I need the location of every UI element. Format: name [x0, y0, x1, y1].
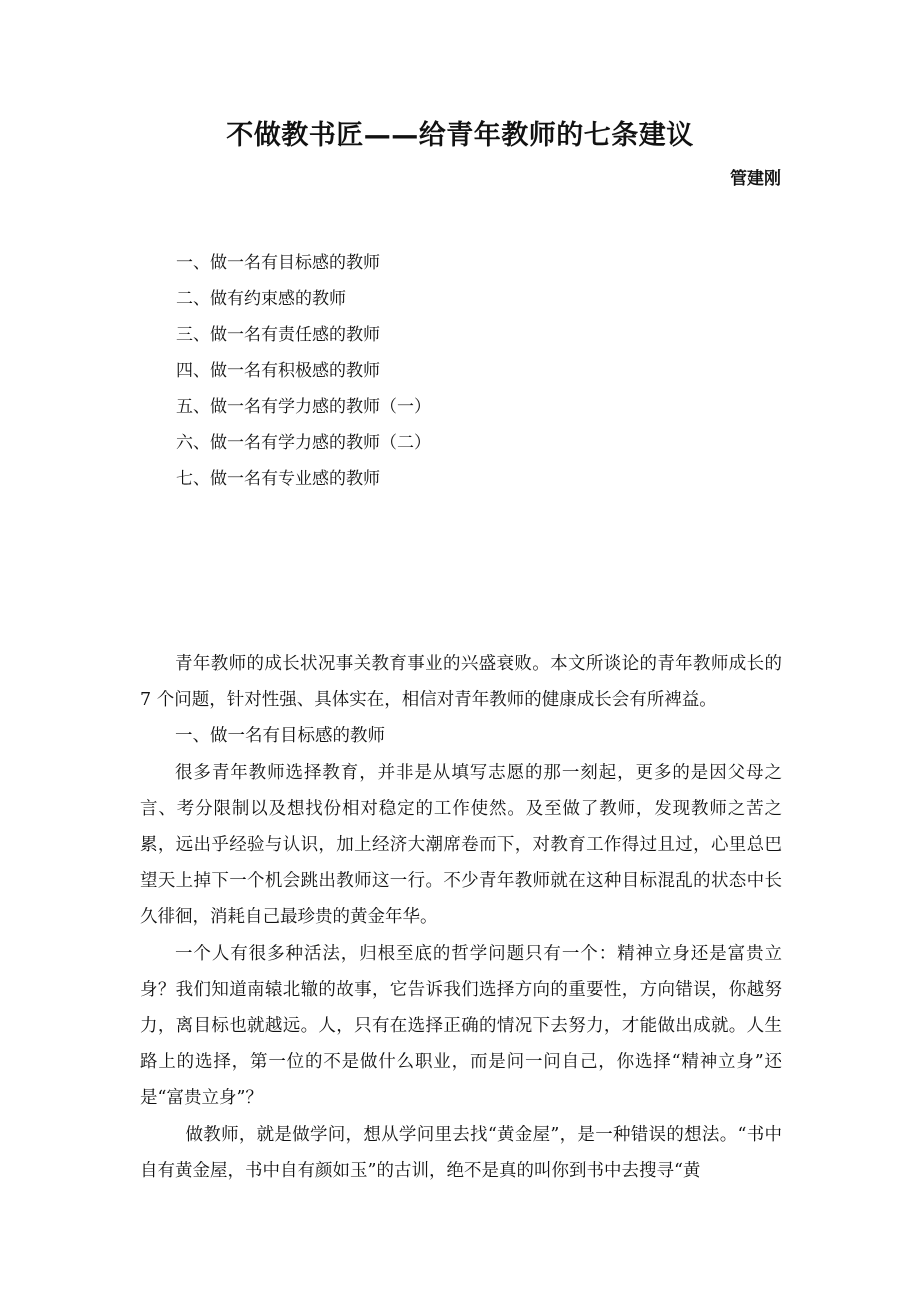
toc-item: 一、做一名有目标感的教师 — [176, 253, 380, 273]
toc-item: 四、做一名有积极感的教师 — [176, 361, 380, 381]
toc-item: 五、做一名有学力感的教师（一） — [176, 397, 431, 417]
body-paragraph: 一个人有很多种活法，归根至底的哲学问题只有一个：精神立身还是富贵立身？我们知道南辕北辙的故事，它告诉我们选择方向的重要性，方向错误，你越努力，离目标也就越远。人，只有在选择正确的情况下去努力，才能做出成就。人生路上的选择，第一位的不是做什么职业，而是问一问自己，你选择“精神立身”还是“富贵立身”？ — [140, 943, 782, 1109]
section-heading: 一、做一名有目标感的教师 — [175, 726, 385, 747]
toc-item: 七、做一名有专业感的教师 — [176, 469, 380, 489]
body-paragraph: 很多青年教师选择教育，并非是从填写志愿的那一刻起，更多的是因父母之言、考分限制以及想找份相对稳定的工作使然。及至做了教师，发现教师之苦之累，远出乎经验与认识，加上经济大潮席卷而下，对教育工作得过且过，心里总巴望天上掉下一个机会跳出教师这一行。不少青年教师就在这种目标混乱的状态中长久徘徊，消耗自己最珍贵的黄金年华。 — [140, 762, 782, 928]
intro-paragraph: 青年教师的成长状况事关教育事业的兴盛衰败。本文所谈论的青年教师成长的 7 个问题，针对性强、具体实在，相信对青年教师的健康成长会有所裨益。 — [140, 654, 782, 711]
toc-item: 六、做一名有学力感的教师（二） — [176, 433, 431, 453]
author-name: 管建刚 — [730, 169, 781, 189]
body-paragraph: 做教师，就是做学问，想从学问里去找“黄金屋”，是一种错误的想法。“书中自有黄金屋，书中自有颜如玉”的古训，绝不是真的叫你到书中去搜寻“黄 — [140, 1124, 782, 1181]
toc-item: 二、做有约束感的教师 — [176, 289, 346, 309]
document-title: 不做教书匠——给青年教师的七条建议 — [226, 120, 694, 151]
table-of-contents — [176, 248, 431, 500]
toc-item: 三、做一名有责任感的教师 — [176, 325, 380, 345]
document-body — [140, 646, 782, 1189]
